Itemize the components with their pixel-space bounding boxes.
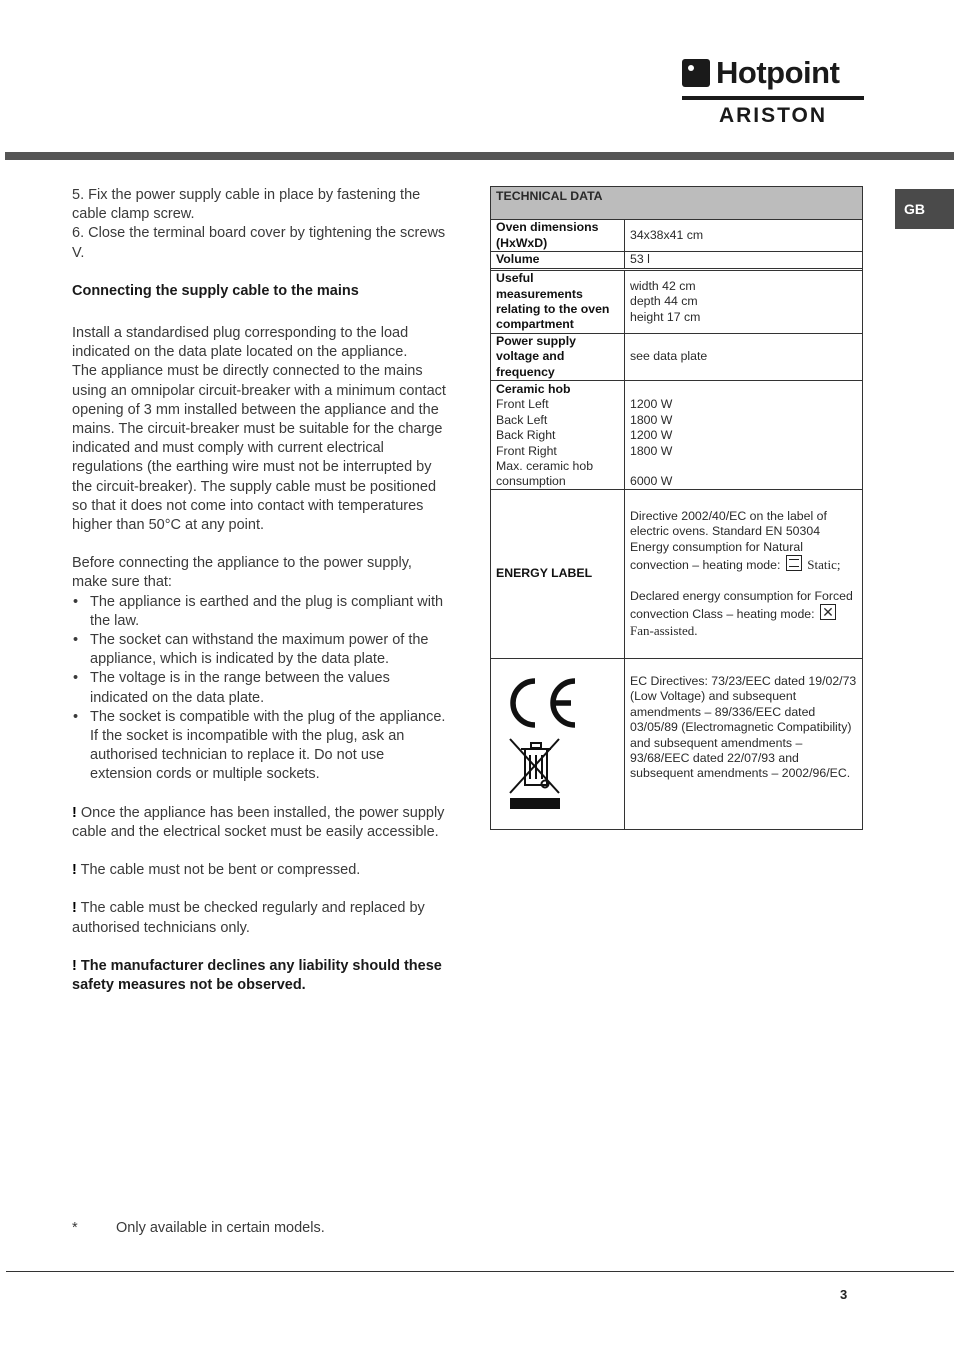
table-row bbox=[491, 333, 862, 380]
table-title: TECHNICAL DATA bbox=[496, 189, 603, 203]
height-value: height 17 cm bbox=[630, 309, 701, 324]
table-row bbox=[491, 251, 862, 268]
power-supply-label: Power supply voltage and frequency bbox=[491, 334, 625, 380]
hob-zone-value: 1800 W bbox=[630, 443, 673, 458]
warning-bent bbox=[72, 861, 446, 880]
brand-name: Hotpoint bbox=[716, 55, 840, 90]
compliance-marks bbox=[491, 659, 625, 829]
warning-text: Once the appliance has been installed, the power supply cable and the electrical socket must be easily accessible. bbox=[72, 804, 445, 840]
warning-icon: ! bbox=[72, 957, 77, 974]
dimensions-value: 34x38x41 cm bbox=[630, 227, 704, 242]
power-supply-value: see data plate bbox=[630, 349, 708, 364]
list-item: • The socket can withstand the maximum power of the appliance, which is indicated by the data plate. bbox=[72, 631, 446, 669]
hob-zone-label: Front Left bbox=[496, 397, 549, 412]
footnote-marker: * bbox=[72, 1220, 78, 1236]
energy-text-forced: Declared energy consumption for Forced convection Class – heating mode: ✕ Fan-assisted. bbox=[630, 588, 853, 638]
warning-accessible bbox=[72, 804, 446, 842]
hob-max-value: 6000 W bbox=[630, 474, 673, 489]
table-row bbox=[491, 489, 862, 658]
footnote-text: Only available in certain models. bbox=[116, 1220, 325, 1236]
warning-text: The manufacturer declines any liability should these safety measures not be observed. bbox=[72, 957, 442, 993]
useful-measurements-values bbox=[625, 271, 862, 333]
brand-logo bbox=[682, 56, 864, 127]
paragraph-plug: Install a standardised plug corresponding to the load indicated on the data plate located on the appliance. bbox=[72, 325, 409, 361]
volume-value: 53 l bbox=[630, 252, 650, 267]
weee-bar bbox=[510, 798, 560, 809]
hotpoint-mark-icon bbox=[682, 59, 710, 87]
ceramic-hob-label: Ceramic hob bbox=[496, 382, 571, 396]
step-6: 6. Close the terminal board cover by tightening the screws V. bbox=[72, 225, 446, 261]
warning-text: The cable must not be bent or compressed. bbox=[80, 862, 361, 879]
list-item: • The socket is compatible with the plug of the appliance. If the socket is incompatible with the plug, ask an authorised technician to replace it. Do not use extension cords or multiple sockets. bbox=[72, 708, 446, 785]
compliance-marks-svg bbox=[509, 673, 579, 813]
paragraph-before-connecting: Before connecting the appliance to the power supply, make sure that: bbox=[72, 555, 412, 591]
warning-icon: ! bbox=[72, 900, 77, 917]
installation-instructions bbox=[72, 186, 446, 995]
energy-label: ENERGY LABEL bbox=[491, 490, 625, 658]
list-item: • The appliance is earthed and the plug is compliant with the law. bbox=[72, 593, 446, 631]
warning-checked bbox=[72, 899, 446, 937]
table-row bbox=[491, 380, 862, 489]
brand-subname: ARISTON bbox=[718, 104, 828, 127]
static-heating-icon bbox=[786, 555, 802, 571]
width-value: width 42 cm bbox=[630, 278, 696, 293]
step-5: 5. Fix the power supply cable in place by fastening the cable clamp screw. bbox=[72, 187, 421, 223]
footnote bbox=[72, 1220, 325, 1236]
dimensions-label: Oven dimensions (HxWxD) bbox=[491, 220, 625, 251]
useful-measurements-label: Useful measurements relating to the oven compartment bbox=[491, 271, 625, 333]
page-number: 3 bbox=[840, 1287, 848, 1302]
volume-label: Volume bbox=[491, 252, 625, 268]
hob-zone-label: Front Right bbox=[496, 443, 557, 458]
technical-data-table bbox=[490, 186, 863, 830]
hob-zone-value: 1800 W bbox=[630, 412, 673, 427]
fan-assisted-icon: ✕ bbox=[820, 604, 836, 620]
ceramic-hob-values bbox=[625, 381, 862, 489]
table-header-row bbox=[491, 187, 862, 219]
fan-text: Fan-assisted. bbox=[630, 622, 698, 638]
ceramic-hob-labels bbox=[491, 381, 625, 489]
warning-liability bbox=[72, 957, 446, 995]
footer-rule bbox=[6, 1271, 954, 1272]
language-tab: GB bbox=[895, 189, 954, 229]
hob-zone-label: Back Right bbox=[496, 428, 556, 443]
warning-icon: ! bbox=[72, 862, 77, 879]
list-item: • The voltage is in the range between the values indicated on the data plate. bbox=[72, 669, 446, 707]
hob-max-label: Max. ceramic hob consumption bbox=[496, 459, 594, 489]
depth-value: depth 44 cm bbox=[630, 294, 698, 309]
weee-crossed-bin-icon bbox=[510, 739, 559, 793]
hob-zone-value: 1200 W bbox=[630, 428, 673, 443]
energy-text-natural: Directive 2002/40/EC on the label of electric ovens. Standard EN 50304 Energy consumption for Natural convection – heating mode: Static; bbox=[630, 509, 841, 573]
header-bar bbox=[5, 152, 954, 160]
section-heading: Connecting the supply cable to the mains bbox=[72, 282, 359, 299]
warning-icon: ! bbox=[72, 804, 77, 821]
ec-directives: EC Directives: 73/23/EEC dated 19/02/73 (Low Voltage) and subsequent amendments – 89/336/EEC dated 03/05/89 (Electromagnetic Compatibility) and subsequent amendments – 93/68/EEC dated 22/07/93 and subsequent amendments – 2002/96/EC. bbox=[630, 674, 857, 781]
paragraph-circuit-breaker: The appliance must be directly connected to the mains using an omnipolar circuit-breaker with a minimum contact opening of 3 mm installed between the appliance and the mains. The circuit-breaker must be suitable for the charge indicated and must comply with current electrical regulations (the earthing wire must not be interrupted by the circuit-breaker). The supply cable must be positioned so that it does not come into contact with temperatures higher than 50°C at any point. bbox=[72, 363, 446, 534]
checklist bbox=[72, 593, 446, 785]
hob-zone-label: Back Left bbox=[496, 412, 548, 427]
ce-mark-icon bbox=[513, 681, 575, 725]
table-row bbox=[491, 268, 862, 333]
table-row bbox=[491, 658, 862, 829]
hob-zone-value: 1200 W bbox=[630, 397, 673, 412]
warning-text: The cable must be checked regularly and replaced by authorised technicians only. bbox=[72, 900, 425, 936]
table-row bbox=[491, 219, 862, 251]
logo-rule bbox=[682, 96, 864, 100]
static-text: Static; bbox=[807, 557, 841, 573]
energy-label-values bbox=[625, 490, 862, 658]
